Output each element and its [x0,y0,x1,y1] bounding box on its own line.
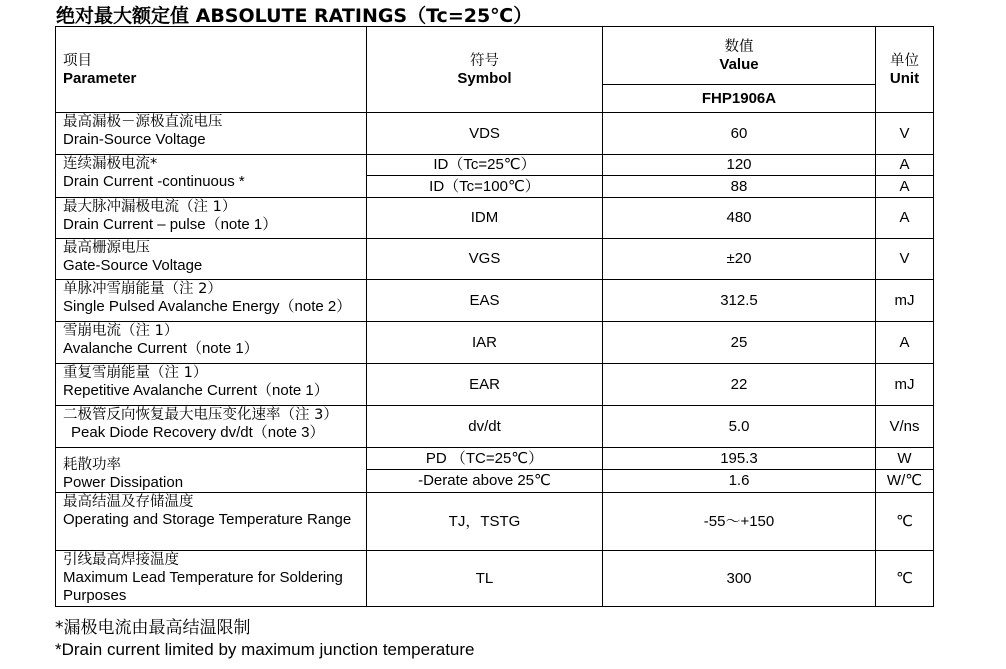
value-cell: 25 [603,322,876,364]
symbol-cell: IDM [367,198,603,239]
value-cell: -55～+150 [603,493,876,551]
value-cell: 60 [603,113,876,155]
parameter-zh: 最高漏极－源极直流电压 [63,114,223,130]
unit-cell: V [876,113,934,155]
parameter-zh: 最高栅源电压 [63,240,150,256]
table-row [56,364,934,406]
footnote-en: *Drain current limited by maximum junction temperature [55,640,475,659]
symbol-cell: VDS [367,113,603,155]
header-unit [876,27,934,113]
parameter-cell [56,239,367,280]
parameter-cell [56,364,367,406]
parameter-en: Power Dissipation [63,474,184,491]
parameter-en: Drain Current -continuous * [63,173,245,190]
unit-cell: W/℃ [876,470,934,493]
unit-cell: mJ [876,280,934,322]
symbol-cell: EAR [367,364,603,406]
unit-cell: A [876,198,934,239]
header-symbol-zh: 符号 [470,52,499,69]
symbol-cell: EAS [367,280,603,322]
value-cell: 22 [603,364,876,406]
symbol-cell: dv/dt [367,406,603,448]
value-cell: 5.0 [603,406,876,448]
parameter-cell [56,448,367,493]
table-row [56,239,934,280]
value-cell: 195.3 [603,448,876,470]
value-cell: 312.5 [603,280,876,322]
table-row [56,155,934,176]
unit-cell: A [876,176,934,198]
parameter-zh: 最大脉冲漏极电流（注 1） [63,199,237,215]
page-title: 绝对最大额定值 ABSOLUTE RATINGS（Tc=25℃） [56,5,533,27]
table-row [56,406,934,448]
header-row [56,27,934,85]
parameter-zh: 雪崩电流（注 1） [63,323,179,339]
parameter-zh: 连续漏极电流* [63,156,158,172]
unit-cell: mJ [876,364,934,406]
parameter-zh: 单脉冲雪崩能量（注 2） [63,281,222,297]
parameter-en: Single Pulsed Avalanche Energy（note 2） [63,298,352,315]
parameter-en: Maximum Lead Temperature for Soldering Purposes [63,569,343,604]
value-cell: 480 [603,198,876,239]
parameter-en: Operating and Storage Temperature Range [63,511,352,528]
header-value-en: Value [719,55,759,73]
unit-cell: ℃ [876,493,934,551]
value-cell: 300 [603,551,876,607]
header-symbol-en: Symbol [457,69,512,87]
header-value-zh: 数值 [724,38,754,55]
symbol-cell: IAR [367,322,603,364]
parameter-zh: 二极管反向恢复最大电压变化速率（注 3） [63,407,338,423]
parameter-cell [56,113,367,155]
symbol-cell: ID（Tc=100℃） [367,176,603,198]
parameter-cell [56,280,367,322]
table-row [56,280,934,322]
parameter-cell [56,551,367,607]
table-row [56,113,934,155]
parameter-cell [56,155,367,198]
parameter-cell [56,322,367,364]
value-cell: 120 [603,155,876,176]
table-row [56,551,934,607]
header-parameter [56,27,367,113]
symbol-cell: PD （TC=25℃） [367,448,603,470]
value-cell: 88 [603,176,876,198]
unit-cell: W [876,448,934,470]
parameter-en: Peak Diode Recovery dv/dt（note 3） [71,424,325,441]
header-parameter-zh: 项目 [63,52,92,69]
value-cell: ±20 [603,239,876,280]
header-unit-en: Unit [889,69,920,87]
symbol-cell: TJ，TSTG [367,493,603,551]
parameter-zh: 重复雪崩能量（注 1） [63,365,208,381]
footnote-zh: *漏极电流由最高结温限制 [55,618,251,638]
header-unit-zh: 单位 [890,52,919,69]
parameter-en: Drain Current – pulse（note 1） [63,216,278,233]
header-value [603,27,876,85]
symbol-cell: VGS [367,239,603,280]
unit-cell: A [876,322,934,364]
parameter-cell [56,406,367,448]
table-row [56,322,934,364]
header-symbol [367,27,603,113]
parameter-en: Avalanche Current（note 1） [63,340,259,357]
parameter-zh: 引线最高焊接温度 [63,552,179,568]
table-row [56,493,934,551]
parameter-cell [56,493,367,551]
table-row [56,198,934,239]
part-number: FHP1906A [603,85,876,113]
parameter-zh: 耗散功率 [63,457,121,473]
parameter-zh: 最高结温及存储温度 [63,494,194,510]
unit-cell: A [876,155,934,176]
absolute-ratings-table [55,26,934,607]
unit-cell: V [876,239,934,280]
parameter-en: Repetitive Avalanche Current（note 1） [63,382,329,399]
parameter-en: Drain-Source Voltage [63,131,206,148]
symbol-cell: ID（Tc=25℃） [367,155,603,176]
value-cell: 1.6 [603,470,876,493]
header-parameter-en: Parameter [63,69,137,87]
table-row [56,448,934,470]
symbol-cell: TL [367,551,603,607]
unit-cell: ℃ [876,551,934,607]
parameter-cell [56,198,367,239]
unit-cell: V/ns [876,406,934,448]
parameter-en: Gate-Source Voltage [63,257,203,274]
symbol-cell: -Derate above 25℃ [367,470,603,493]
